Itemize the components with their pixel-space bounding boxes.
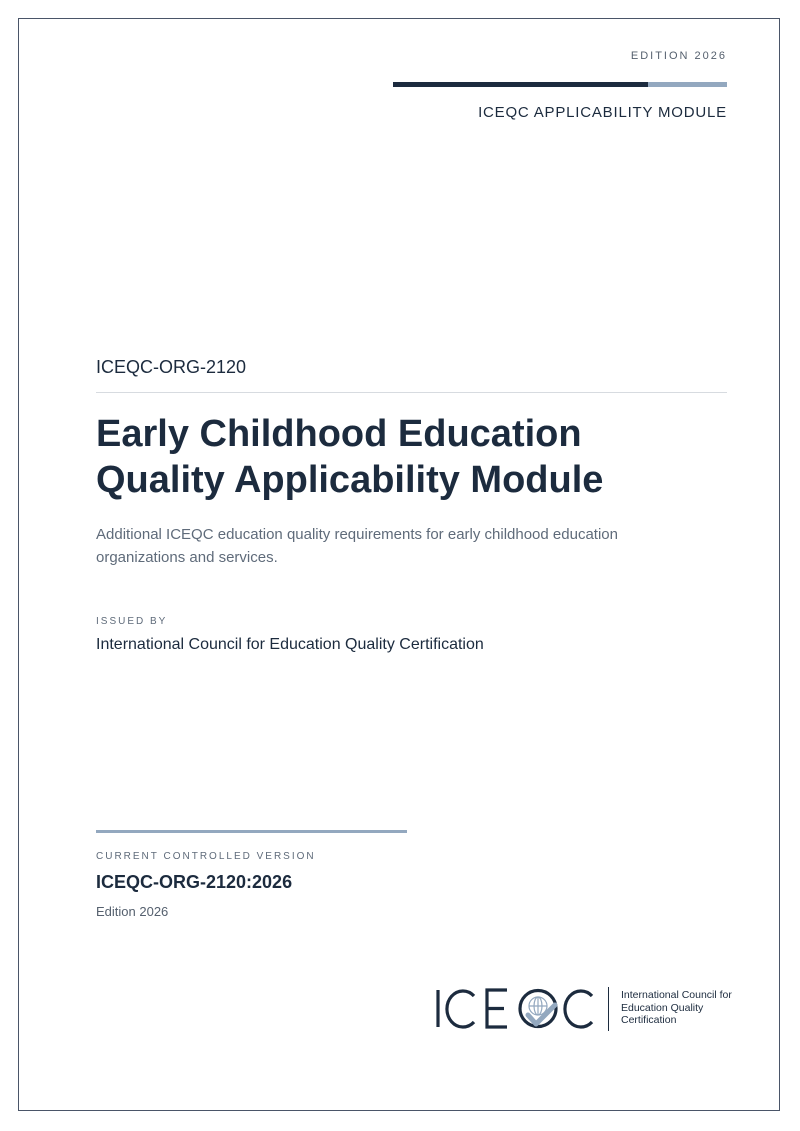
version-label: CURRENT CONTROLLED VERSION bbox=[96, 851, 316, 862]
header-accent-bar bbox=[393, 82, 727, 87]
document-title-line1: Early Childhood Education bbox=[96, 413, 582, 455]
document-title bbox=[96, 411, 727, 503]
iceqc-logo bbox=[434, 985, 734, 1033]
header-accent-bar-dark bbox=[393, 82, 648, 87]
logo-text-line1: International Council for bbox=[621, 989, 732, 1001]
document-title-line2: Quality Applicability Module bbox=[96, 459, 604, 501]
module-label: ICEQC APPLICABILITY MODULE bbox=[478, 104, 727, 121]
version-code: ICEQC-ORG-2120:2026 bbox=[96, 872, 293, 892]
issuer-name: International Council for Education Quality Certification bbox=[96, 636, 484, 653]
logo-organization-name bbox=[621, 989, 732, 1027]
logo-divider bbox=[608, 987, 609, 1031]
logo-text-line3: Certification bbox=[621, 1014, 677, 1026]
title-divider bbox=[96, 392, 727, 393]
iceqc-wordmark-icon bbox=[434, 985, 604, 1033]
document-code: ICEQC-ORG-2120 bbox=[96, 357, 247, 377]
document-subtitle bbox=[96, 523, 676, 569]
version-edition: Edition 2026 bbox=[96, 904, 169, 919]
header-accent-bar-light bbox=[648, 82, 727, 87]
logo-text-line2: Education Quality bbox=[621, 1001, 704, 1014]
issued-by-label: ISSUED BY bbox=[96, 616, 168, 627]
document-subtitle-line2: organizations and services. bbox=[96, 549, 278, 566]
document-subtitle-line1: Additional ICEQC education quality requirements for early childhood education bbox=[96, 526, 618, 543]
header-edition: EDITION 2026 bbox=[630, 50, 727, 62]
version-divider bbox=[96, 830, 407, 833]
